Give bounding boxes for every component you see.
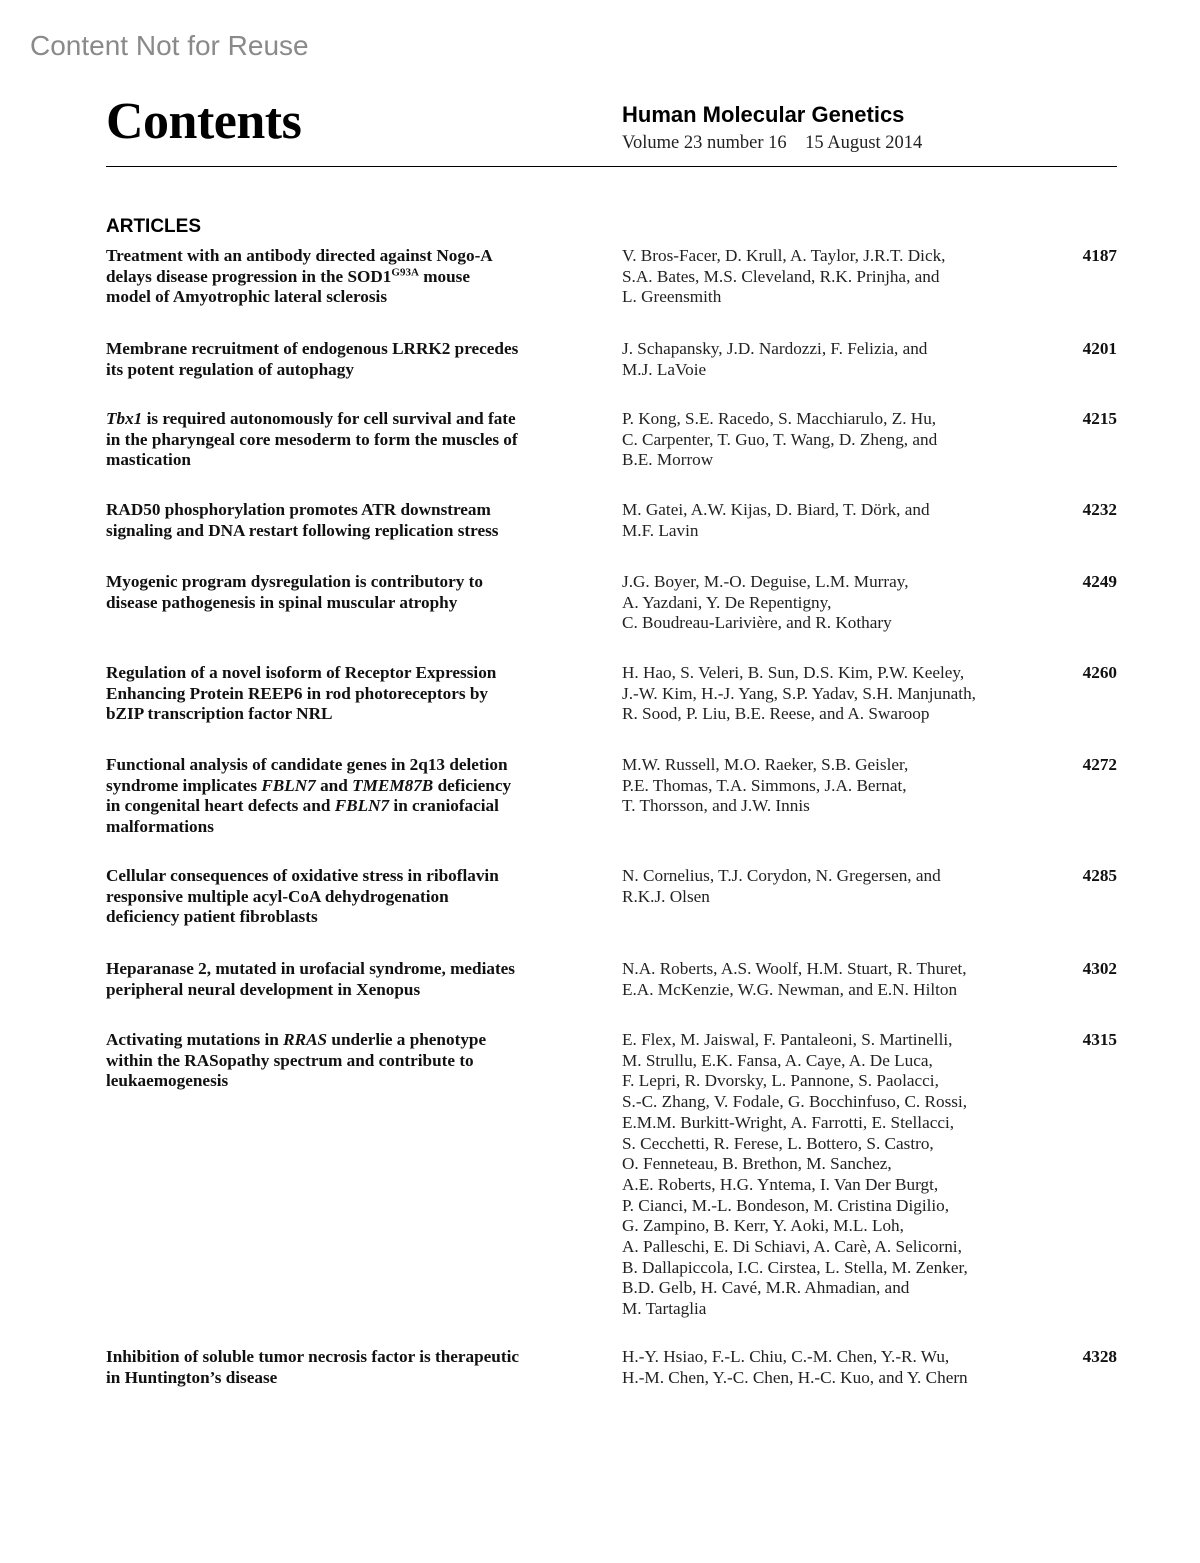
- author-line: M.J. LaVoie: [622, 359, 707, 379]
- article-authors: [622, 755, 1062, 817]
- title-text: mastication: [106, 450, 191, 470]
- watermark-text: Content Not for Reuse: [30, 30, 309, 61]
- article-title-line: [106, 1071, 586, 1092]
- article-title-line: [106, 360, 586, 381]
- title-text: Activating mutations in: [106, 1030, 284, 1049]
- article-title[interactable]: [106, 755, 586, 838]
- article-title[interactable]: [106, 663, 586, 725]
- title-text: Enhancing Protein REEP6 in rod photoreceptors by: [106, 683, 488, 703]
- author-line: E.A. McKenzie, W.G. Newman, and E.N. Hilton: [622, 979, 958, 999]
- author-line: P. Cianci, M.-L. Bondeson, M. Cristina Digilio,: [622, 1195, 950, 1215]
- article-title-line: [106, 704, 586, 725]
- author-line: L. Greensmith: [622, 287, 722, 307]
- article-title-line: [106, 430, 586, 451]
- title-text: in congenital heart defects and: [106, 796, 335, 816]
- article-title-line: [106, 572, 586, 593]
- article-title-line: [106, 409, 586, 430]
- title-text: in the pharyngeal core mesoderm to form the muscles of: [106, 429, 518, 449]
- title-text: Heparanase 2, mutated in urofacial syndrome, mediates: [106, 959, 515, 978]
- page-number[interactable]: 4315: [1082, 1030, 1117, 1049]
- title-text: leukaemogenesis: [106, 1071, 229, 1091]
- gene-name-italic: RRAS: [283, 1030, 328, 1049]
- title-text: Functional analysis of candidate genes in 2q13 deletion: [106, 755, 508, 774]
- title-text: is required autonomously for cell survival and fate: [142, 409, 516, 428]
- article-authors: [622, 500, 1062, 541]
- author-line: E. Flex, M. Jaiswal, F. Pantaleoni, S. Martinelli,: [622, 1030, 953, 1049]
- article-title-line: [106, 817, 586, 838]
- article-authors: [622, 1347, 1062, 1388]
- page-number[interactable]: 4302: [1082, 959, 1117, 978]
- article-title-line: [106, 246, 586, 267]
- header-divider: [106, 166, 1117, 167]
- article-authors: [622, 1030, 1062, 1320]
- author-line: R.K.J. Olsen: [622, 886, 710, 906]
- article-title-line: [106, 500, 586, 521]
- title-text: syndrome implicates: [106, 775, 262, 795]
- title-text: mouse: [418, 266, 470, 286]
- title-text: in craniofacial: [389, 796, 499, 816]
- gene-name-italic: Tbx1: [106, 409, 143, 428]
- title-text: deficiency patient fibroblasts: [106, 907, 318, 927]
- author-line: T. Thorsson, and J.W. Innis: [622, 796, 810, 816]
- article-title-line: [106, 684, 586, 705]
- article-title-line: [106, 959, 586, 980]
- gene-name-italic: TMEM87B: [352, 775, 434, 795]
- title-text: disease pathogenesis in spinal muscular atrophy: [106, 592, 458, 612]
- article-title-line: [106, 887, 586, 908]
- article-title-line: [106, 450, 586, 471]
- author-line: M. Strullu, E.K. Fansa, A. Caye, A. De Luca,: [622, 1050, 933, 1070]
- article-title[interactable]: [106, 409, 586, 471]
- title-text: RAD50 phosphorylation promotes ATR downstream: [106, 500, 491, 519]
- author-line: F. Lepri, R. Dvorsky, L. Pannone, S. Paolacci,: [622, 1071, 939, 1091]
- title-text: Cellular consequences of oxidative stress in riboflavin: [106, 866, 499, 885]
- author-line: M. Gatei, A.W. Kijas, D. Biard, T. Dörk, and: [622, 500, 930, 519]
- title-text: deficiency: [433, 775, 512, 795]
- article-title[interactable]: [106, 339, 586, 380]
- article-authors: [622, 246, 1062, 308]
- article-authors: [622, 339, 1062, 380]
- issue-info: Volume 23 number 16 15 August 2014: [622, 133, 923, 153]
- author-line: P. Kong, S.E. Racedo, S. Macchiarulo, Z. Hu,: [622, 409, 937, 428]
- article-authors: [622, 409, 1062, 471]
- author-line: O. Fenneteau, B. Brethon, M. Sanchez,: [622, 1154, 892, 1174]
- title-text: Myogenic program dysregulation is contributory to: [106, 572, 483, 591]
- title-text: peripheral neural development in Xenopus: [106, 979, 421, 999]
- gene-name-italic: FBLN7: [334, 796, 390, 816]
- article-title-line: [106, 755, 586, 776]
- section-heading: ARTICLES: [106, 216, 201, 237]
- title-text: Inhibition of soluble tumor necrosis factor is therapeutic: [106, 1347, 519, 1366]
- article-title-line: [106, 776, 586, 797]
- article-title[interactable]: [106, 866, 586, 928]
- author-line: M.W. Russell, M.O. Raeker, S.B. Geisler,: [622, 755, 909, 774]
- article-title-line: [106, 521, 586, 542]
- article-title-line: [106, 287, 586, 308]
- article-authors: [622, 572, 1062, 634]
- author-line: S. Cecchetti, R. Ferese, L. Bottero, S. Castro,: [622, 1133, 934, 1153]
- article-title[interactable]: [106, 1347, 586, 1388]
- article-title-line: [106, 663, 586, 684]
- title-text: Regulation of a novel isoform of Receptor Expression: [106, 663, 497, 682]
- title-text: model of Amyotrophic lateral sclerosis: [106, 287, 388, 307]
- article-title-line: [106, 1347, 586, 1368]
- author-line: R. Sood, P. Liu, B.E. Reese, and A. Swaroop: [622, 704, 930, 724]
- page-title: Contents: [106, 93, 302, 150]
- title-text: delays disease progression in the SOD1: [106, 266, 392, 286]
- article-title[interactable]: [106, 500, 586, 541]
- article-title-line: [106, 593, 586, 614]
- author-line: M. Tartaglia: [622, 1299, 707, 1319]
- author-line: J. Schapansky, J.D. Nardozzi, F. Felizia, and: [622, 339, 928, 358]
- title-text: and: [315, 775, 353, 795]
- author-line: B.E. Morrow: [622, 450, 714, 470]
- article-authors: [622, 959, 1062, 1000]
- page-number[interactable]: 4187: [1082, 246, 1117, 265]
- article-title-line: [106, 907, 586, 928]
- author-line: S.A. Bates, M.S. Cleveland, R.K. Prinjha, and: [622, 266, 940, 286]
- title-text: malformations: [106, 817, 214, 837]
- author-line: H.-M. Chen, Y.-C. Chen, H.-C. Kuo, and Y. Chern: [622, 1367, 968, 1387]
- page-number[interactable]: 4328: [1082, 1347, 1117, 1366]
- author-line: C. Carpenter, T. Guo, T. Wang, D. Zheng, and: [622, 429, 938, 449]
- author-line: B. Dallapiccola, I.C. Cirstea, L. Stella, M. Zenker,: [622, 1257, 968, 1277]
- author-line: J.G. Boyer, M.-O. Deguise, L.M. Murray,: [622, 572, 909, 591]
- page-number[interactable]: 4285: [1082, 866, 1117, 885]
- page-number[interactable]: 4260: [1082, 663, 1117, 682]
- article-title-line: [106, 1368, 586, 1389]
- article-title-line: [106, 980, 586, 1001]
- article-title[interactable]: [106, 1030, 586, 1092]
- journal-name: Human Molecular Genetics: [622, 102, 905, 127]
- title-text: within the RASopathy spectrum and contribute to: [106, 1050, 474, 1070]
- article-title-line: [106, 267, 586, 288]
- page-number[interactable]: 4249: [1082, 572, 1117, 591]
- page-number[interactable]: 4201: [1082, 339, 1117, 358]
- author-line: H.-Y. Hsiao, F.-L. Chiu, C.-M. Chen, Y.-R. Wu,: [622, 1347, 950, 1366]
- superscript-text: G93A: [391, 265, 419, 278]
- title-text: responsive multiple acyl-CoA dehydrogenation: [106, 886, 449, 906]
- gene-name-italic: FBLN7: [261, 775, 316, 795]
- article-title-line: [106, 339, 586, 360]
- article-title-line: [106, 796, 586, 817]
- title-text: Treatment with an antibody directed against Nogo-A: [106, 246, 493, 265]
- title-text: underlie a phenotype: [327, 1030, 487, 1049]
- page-number[interactable]: 4215: [1082, 409, 1117, 428]
- author-line: H. Hao, S. Veleri, B. Sun, D.S. Kim, P.W. Keeley,: [622, 663, 965, 682]
- article-title-line: [106, 866, 586, 887]
- author-line: B.D. Gelb, H. Cavé, M.R. Ahmadian, and: [622, 1278, 910, 1298]
- page-number[interactable]: 4272: [1082, 755, 1117, 774]
- author-line: N.A. Roberts, A.S. Woolf, H.M. Stuart, R. Thuret,: [622, 959, 967, 978]
- article-authors: [622, 663, 1062, 725]
- author-line: A. Palleschi, E. Di Schiavi, A. Carè, A. Selicorni,: [622, 1237, 962, 1257]
- author-line: N. Cornelius, T.J. Corydon, N. Gregersen, and: [622, 866, 941, 885]
- title-text: Membrane recruitment of endogenous LRRK2 precedes: [106, 339, 519, 358]
- author-line: S.-C. Zhang, V. Fodale, G. Bocchinfuso, C. Rossi,: [622, 1092, 968, 1112]
- author-line: C. Boudreau-Larivière, and R. Kothary: [622, 613, 892, 633]
- article-authors: [622, 866, 1062, 907]
- author-line: M.F. Lavin: [622, 520, 699, 540]
- author-line: A.E. Roberts, H.G. Yntema, I. Van Der Burgt,: [622, 1174, 939, 1194]
- article-title-line: [106, 1051, 586, 1072]
- article-title[interactable]: [106, 572, 586, 613]
- title-text: its potent regulation of autophagy: [106, 359, 354, 379]
- author-line: J.-W. Kim, H.-J. Yang, S.P. Yadav, S.H. Manjunath,: [622, 683, 976, 703]
- article-title[interactable]: [106, 246, 586, 308]
- author-line: G. Zampino, B. Kerr, Y. Aoki, M.L. Loh,: [622, 1216, 904, 1236]
- title-text: in Huntington’s disease: [106, 1367, 278, 1387]
- title-text: bZIP transcription factor NRL: [106, 704, 333, 724]
- author-line: P.E. Thomas, T.A. Simmons, J.A. Bernat,: [622, 775, 907, 795]
- author-line: A. Yazdani, Y. De Repentigny,: [622, 592, 832, 612]
- title-text: signaling and DNA restart following replication stress: [106, 520, 499, 540]
- article-title[interactable]: [106, 959, 586, 1000]
- author-line: V. Bros-Facer, D. Krull, A. Taylor, J.R.T. Dick,: [622, 246, 946, 265]
- page-number[interactable]: 4232: [1082, 500, 1117, 519]
- author-line: E.M.M. Burkitt-Wright, A. Farrotti, E. Stellacci,: [622, 1112, 955, 1132]
- article-title-line: [106, 1030, 586, 1051]
